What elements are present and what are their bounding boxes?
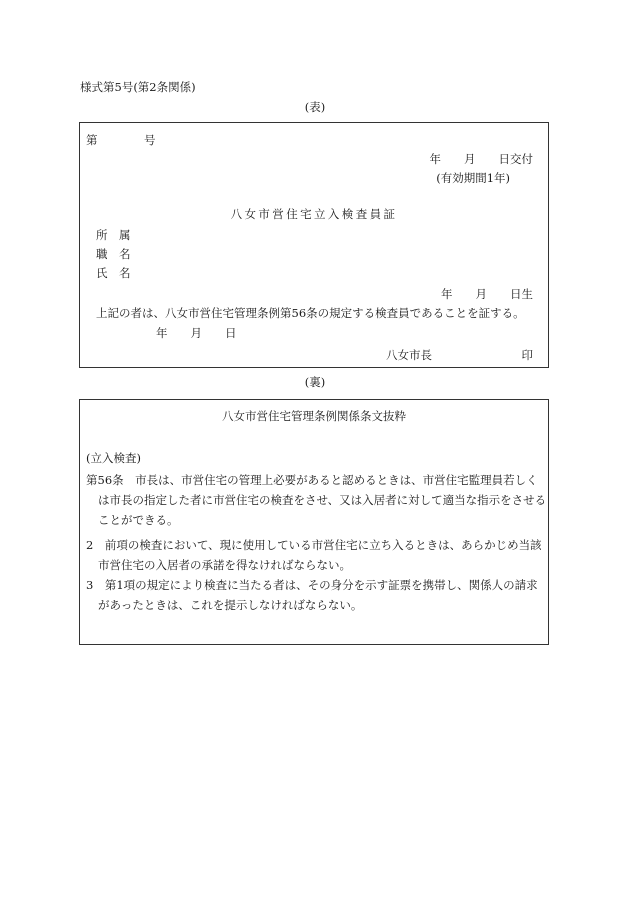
certification-text: 上記の者は、八女市営住宅管理条例第56条の規定する検査員であることを証する。	[96, 306, 525, 320]
card-title: 八女市営住宅立入検査員証	[230, 207, 398, 221]
back-title: 八女市営住宅管理条例関係条文抜粋	[222, 409, 406, 423]
paragraph-line: があったときは、これを提示しなければならない。	[98, 598, 363, 612]
article-paragraph	[86, 535, 548, 575]
field-name: 氏 名	[96, 266, 131, 280]
paragraph-line: 市営住宅の入居者の承諾を得なければならない。	[98, 558, 351, 572]
section-heading: (立入検査)	[86, 451, 141, 465]
article-paragraph	[86, 575, 548, 615]
front-side-label: (表)	[304, 100, 326, 114]
certificate-number-suffix: 号	[144, 133, 156, 147]
issue-date: 年 月 日交付	[429, 152, 533, 166]
paragraph-line: 第56条 市長は、市営住宅の管理上必要があると認めるときは、市営住宅監理員若しく	[86, 473, 538, 487]
back-card	[79, 399, 549, 645]
article-paragraph	[86, 470, 548, 530]
paragraph-line: 2 前項の検査において、現に使用している市営住宅に立ち入るときは、あらかじめ当該	[86, 538, 542, 552]
back-side-label: (裏)	[304, 375, 326, 389]
certification-date: 年 月 日	[156, 326, 237, 340]
form-number: 様式第5号(第2条関係)	[80, 80, 196, 94]
field-position: 職 名	[96, 247, 131, 261]
issuer: 八女市長	[386, 348, 432, 362]
certificate-number-prefix: 第	[86, 133, 98, 147]
paragraph-line: 3 第1項の規定により検査に当たる者は、その身分を示す証票を携帯し、関係人の請求	[86, 578, 538, 592]
validity-period: (有効期間1年)	[436, 171, 510, 185]
paragraph-line: ことができる。	[98, 513, 179, 527]
seal-mark: 印	[521, 348, 533, 362]
paragraph-line: は市長の指定した者に市営住宅の検査をさせ、又は入居者に対して適当な指示をさせる	[98, 493, 547, 507]
front-card	[79, 122, 549, 368]
field-affiliation: 所 属	[96, 228, 131, 242]
birth-date: 年 月 日生	[441, 287, 533, 301]
